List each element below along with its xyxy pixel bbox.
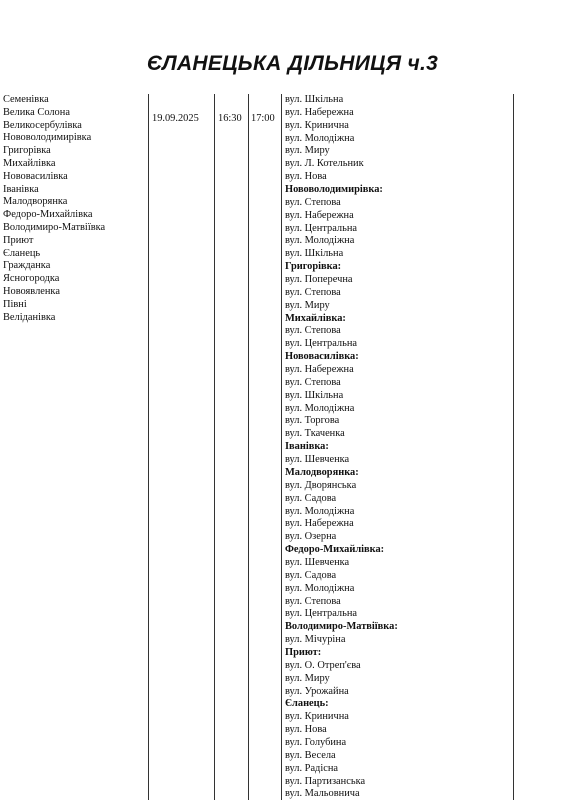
column-divider-streets-left — [281, 94, 282, 800]
settlement-item: Гражданка — [3, 260, 51, 272]
street-item: вул. Радісна — [285, 762, 339, 774]
street-item: вул. Нова — [285, 171, 327, 183]
street-item: вул. Голубина — [285, 736, 347, 748]
outage-time-to: 17:00 — [251, 113, 275, 124]
column-divider-streets-right — [513, 94, 514, 800]
settlement-item: Ясногородка — [3, 273, 60, 285]
street-item: вул. Торгова — [285, 415, 340, 427]
outage-time-from: 16:30 — [218, 113, 242, 124]
settlement-item: Веліданівка — [3, 311, 56, 323]
settlement-item: Малодворянка — [3, 196, 68, 208]
street-item: вул. Набережна — [285, 209, 354, 221]
street-item: вул. Миру — [285, 145, 330, 157]
settlement-street-header: Михайлівка: — [285, 312, 346, 324]
settlement-item: Великосербулівка — [3, 119, 82, 131]
street-item: вул. О. Отреп'єва — [285, 659, 361, 671]
column-divider-date-right — [214, 94, 215, 800]
settlement-street-header: Іванівка: — [285, 441, 329, 453]
street-item: вул. Степова — [285, 286, 341, 298]
settlement-item: Федоро-Михайлівка — [3, 209, 93, 221]
settlement-item: Нововолодимирівка — [3, 132, 92, 144]
settlement-street-header: Малодворянка: — [285, 466, 359, 478]
settlement-street-header: Приют: — [285, 646, 322, 658]
street-item: вул. Ткаченка — [285, 428, 345, 440]
street-item: вул. Мальовнича — [285, 788, 360, 800]
street-item: вул. Озерна — [285, 531, 337, 543]
settlement-item: Володимиро-Матвіївка — [3, 221, 106, 233]
street-item: вул. Л. Котельник — [285, 158, 364, 170]
outage-date: 19.09.2025 — [152, 113, 199, 124]
street-item: вул. Набережна — [285, 518, 354, 530]
street-item: вул. Набережна — [285, 364, 354, 376]
street-item: вул. Мічуріна — [285, 634, 346, 646]
settlement-item: Іванівка — [3, 183, 39, 195]
street-item: вул. Степова — [285, 595, 341, 607]
street-item: вул. Центральна — [285, 222, 358, 234]
column-divider-time-middle — [248, 94, 249, 800]
street-item: вул. Миру — [285, 672, 330, 684]
street-item: вул. Степова — [285, 376, 341, 388]
street-item: вул. Молодіжна — [285, 402, 355, 414]
settlement-item: Велика Солона — [3, 106, 70, 118]
settlement-list — [3, 94, 105, 324]
settlement-street-header: Володимиро-Матвіївка: — [285, 621, 398, 633]
street-item: вул. Дворянська — [285, 479, 357, 491]
settlement-item: Нововасилівка — [3, 170, 68, 182]
column-divider-date-left — [148, 94, 149, 800]
street-item: вул. Партизанська — [285, 775, 366, 787]
street-item: вул. Урожайна — [285, 685, 349, 697]
street-item: вул. Шевченка — [285, 454, 350, 466]
street-item: вул. Набережна — [285, 106, 354, 118]
settlement-item: Приют — [3, 234, 34, 246]
street-item: вул. Шевченка — [285, 556, 350, 568]
street-item: вул. Миру — [285, 299, 330, 311]
street-item: вул. Молодіжна — [285, 582, 355, 594]
street-item: вул. Центральна — [285, 338, 358, 350]
page-title: ЄЛАНЕЦЬКА ДІЛЬНИЦЯ ч.3 — [146, 52, 439, 75]
settlement-item: Новоявленка — [3, 285, 60, 297]
street-item: вул. Поперечна — [285, 274, 353, 286]
street-item: вул. Кринична — [285, 711, 349, 723]
street-item: вул. Молодіжна — [285, 505, 355, 517]
settlement-item: Єланець — [3, 247, 41, 259]
street-item: вул. Кринична — [285, 119, 349, 131]
settlement-item: Григорівка — [3, 145, 51, 157]
settlement-street-header: Григорівка: — [285, 261, 342, 273]
street-item: вул. Степова — [285, 325, 341, 337]
street-list — [285, 94, 398, 801]
street-item: вул. Садова — [285, 492, 337, 504]
settlement-item: Михайлівка — [3, 157, 56, 169]
settlement-street-header: Єланець: — [285, 698, 329, 710]
street-item: вул. Степова — [285, 196, 341, 208]
settlement-street-header: Федоро-Михайлівка: — [285, 544, 385, 556]
settlement-street-header: Нововолодимирівка: — [285, 184, 383, 196]
settlement-item: Семенівка — [3, 94, 49, 105]
settlement-item: Півні — [3, 298, 27, 310]
street-item: вул. Шкільна — [285, 389, 344, 401]
settlement-street-header: Нововасилівка: — [285, 351, 359, 363]
street-item: вул. Шкільна — [285, 94, 344, 105]
street-item: вул. Молодіжна — [285, 235, 355, 247]
street-item: вул. Нова — [285, 724, 327, 736]
street-item: вул. Весела — [285, 749, 336, 761]
street-item: вул. Шкільна — [285, 248, 344, 260]
street-item: вул. Садова — [285, 569, 337, 581]
street-item: вул. Центральна — [285, 608, 358, 620]
street-item: вул. Молодіжна — [285, 132, 355, 144]
